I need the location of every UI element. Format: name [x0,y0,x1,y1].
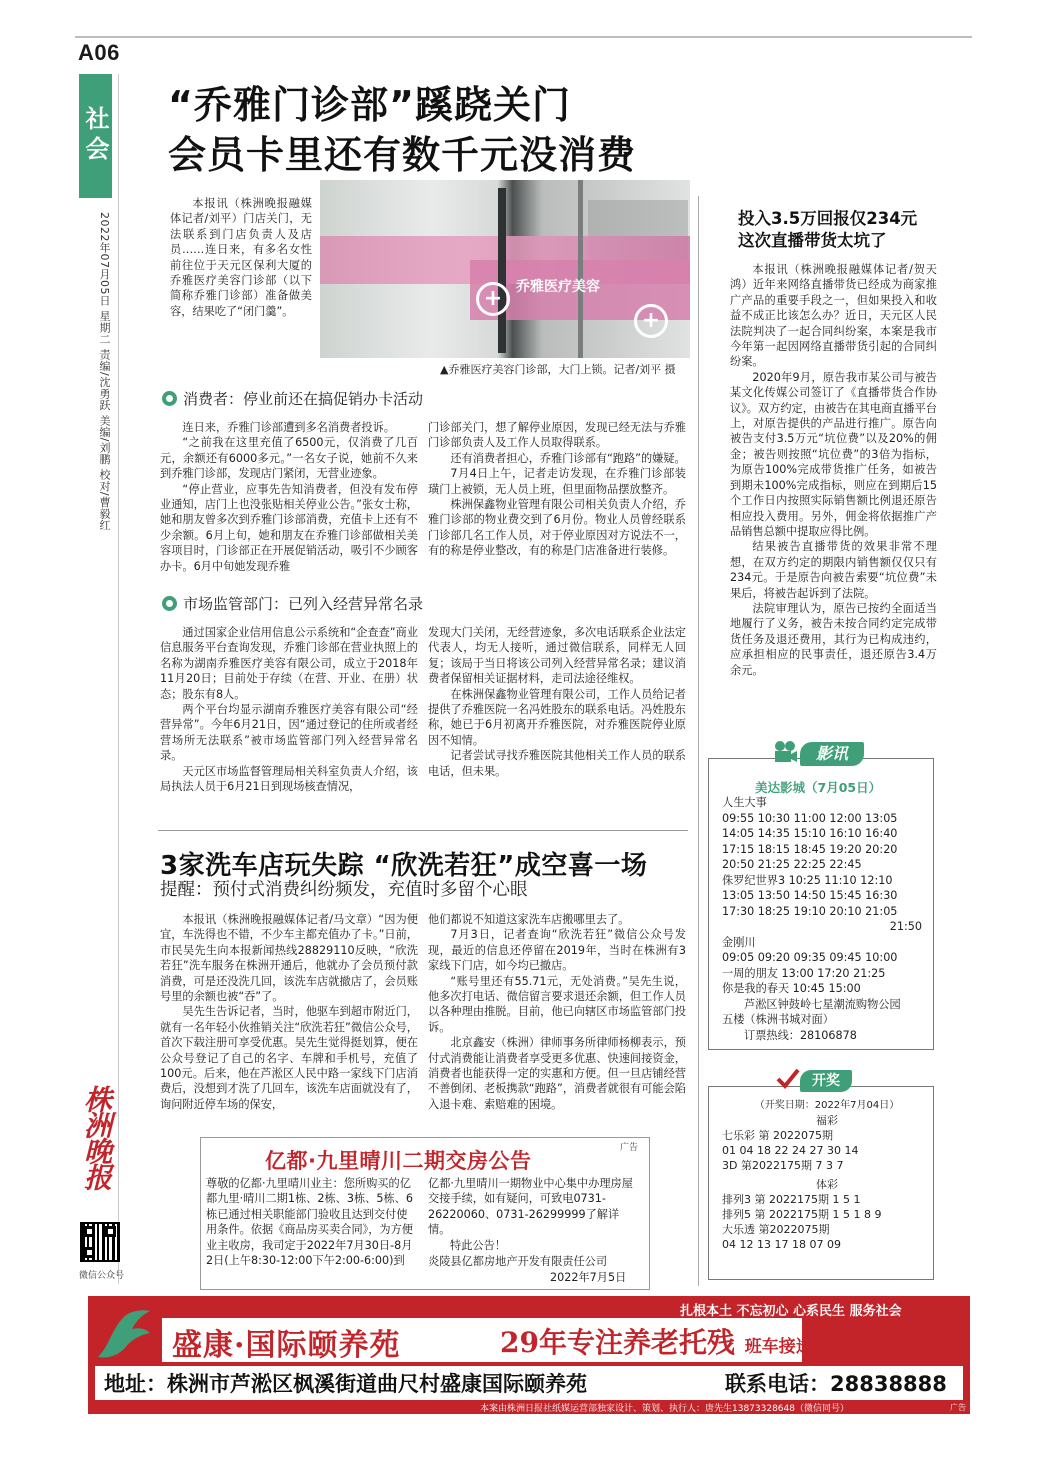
lottery-tag: 开奖 [800,1070,852,1092]
housing-notice-title: 亿都·九里晴川二期交房公告 [265,1149,532,1173]
checkmark-icon [776,1066,800,1090]
banner-slogan: 29年专注养老托残 班车接送实地考察 [500,1326,881,1359]
lead-headline-line-1: “乔雅门诊部”蹊跷关门 [168,83,571,127]
bullet-circle-icon [162,391,177,406]
subhead-regulator: 市场监管部门：已列入经营异常名录 [162,593,423,614]
consumers-right-column: 门诊部关门，想了解停业原因，发现已经无法与乔雅门诊部负责人及工作人员取得联系。 还有消费者担心，乔雅门诊部有“跑路”的嫌疑。 7月4日上午，记者走访发现，在乔雅门诊部装璜门上被锁，无人员上班，但里面物品摆放整齐。 株洲保鑫物业管理有限公司相关负责人介绍，乔雅门诊部的物业费交到了6月份。物业人员曾经联系门诊部几名工作人员，对于停业原因对方说法不一，有的称是停业整改，有的称是门店准备进行装修。 [428,421,686,558]
photo-caption: ▲乔雅医疗美容门诊部，大门上锁。记者/刘平 摄 [440,363,676,376]
car-wash-headline: 3家洗车店玩失踪 “欣洗若狂”成空喜一场 [160,851,648,881]
banner-footnote: 本案由株洲日报社纸媒运营部独家设计、策划、执行人：唐先生13873328648（微信同号） [480,1404,849,1414]
banner-ad-label: 广告 [950,1403,966,1412]
housing-notice-closing: 特此公告！ [450,1239,506,1252]
medical-cross-icon-2: + [634,304,668,338]
section-tag: 社会 [79,74,112,198]
banner-top-line: 扎根本土 不忘初心 心系民生 服务社会 [680,1304,902,1319]
bullet-circle-icon [162,596,177,611]
consumers-left-column: 连日来，乔雅门诊部遭到多名消费者投诉。 “之前我在这里充值了6500元，仅消费了几百元，余额还有6000多元。”一名女子说，她前不久来到乔雅门诊部，发现店门紧闭，无营业迹象。 “停止营业，应事先告知消费者，但没有发布停业通知，店门上也没张贴相关停业公告。”张女士称，她和朋友曾多次到乔雅门诊部消费，充值卡上还有不少余额。6月上旬，她和朋友在乔雅门诊部做相关美容项目时，门诊部正在开展促销活动，吸引不少顾客办卡。6月中旬她发现乔雅 [160,421,418,573]
lead-headline [168,80,636,180]
qr-caption: 微信公众号 [79,1271,125,1281]
regulator-right-column: 发现大门关闭，无经营迹象，多次电话联系企业法定代表人，均无人接听，通过微信联系，同样无人回复；该局于当日将该公司列入经营异常名录；建议消费者保留相关证据材料，走司法途径维权。 在株洲保鑫物业管理有限公司，工作人员给记者提供了乔雅医院一名冯姓股东的联系电话。冯姓股东称，她已于6月初离开乔雅医院，对乔雅医院停业原因不知情。 记者尝试寻找乔雅医院其他相关工作人员的联系电话，但未果。 [428,626,686,778]
banner-phone: 联系电话：28838888 [725,1372,947,1396]
banner-address: 地址：株洲市芦淞区枫溪街道曲尺村盛康国际颐养苑 [104,1372,587,1396]
car-wash-right-column: 他们都说不知道这家洗车店搬哪里去了。 7月3日，记者查询“欣洗若狂”微信公众号发现，最近的信息还停留在2019年，当时在株洲有3家线下门店，如今均已撤店。 “账号里还有55.71元，无处消费。”吴先生说，他多次打电话、微信留言要求退还余额，但工作人员以各种理由推脱。目前，他已向辖区市场监管部门投诉。 北京鑫安（株洲）律师事务所律师杨柳表示，预付式消费能让消费者享受更多优惠、快速间接资金，消费者也能获得一定的实惠和方便。但一旦店铺经营不善倒闭、老板携款“跑路”，消费者就很有可能会陷入退卡难、索赔难的困境。 [428,913,686,1111]
column-divider [698,196,699,1286]
hand-leaf-logo-icon [92,1305,154,1363]
car-wash-subheadline: 提醒：预付式消费纠纷频发，充值时多留个心眼 [160,880,528,900]
date-line: 2022年07月05日 星期二 责编/沈勇跃 美编/刘鹏 校对/曹毅红 [98,212,111,531]
subhead-consumers: 消费者：停业前还在搞促销办卡活动 [162,388,423,409]
lead-headline-line-2: 会员卡里还有数千元没消费 [168,133,637,177]
housing-notice-date: 2022年7月5日 [550,1271,627,1284]
story-divider [158,830,688,831]
film-camera-icon [772,740,798,764]
side-headline: 投入3.5万回报仅234元 这次直播带货太坑了 [738,209,918,250]
movie-tag: 影讯 [800,742,864,766]
cinema-name: 美达影城（7月05日） [755,780,882,795]
qr-code-icon[interactable] [80,1222,120,1262]
banner-brand-name: 盛康·国际颐养苑 [172,1328,401,1363]
ad-label: 广告 [620,1143,639,1153]
photo-door-frame [578,180,583,358]
regulator-left-column: 通过国家企业信用信息公示系统和“企查查”商业信息服务平台查询发现，乔雅门诊部在营业执照上的名称为湖南乔雅医疗美容有限公司，成立于2018年11月20日；目前处于存续（在营、开业、在册）状态；股东有8人。 两个平台均显示湖南乔雅医疗美容有限公司“经营异常”。今年6月21日，因“通过登记的住所或者经营场所无法联系”被市场监管部门列入经营异常名录。 天元区市场监督管理局相关科室负责人介绍，该局执法人员于6月21日到现场核查情况， [160,626,418,794]
housing-notice-company: 炎陵县亿都房地产开发有限责任公司 [428,1255,608,1268]
housing-notice-left: 尊敬的亿都·九里晴川业主：您所购买的亿都九里·晴川二期1栋、2栋、3栋、5栋、6栋已通过相关职能部门验收且达到交付使用条件。依据《商品房买卖合同》，为方便业主收房，我司定于2022年7月30日-8月2日(上午8:30-12:00下午2:00-6:00)到 [206,1177,413,1268]
left-margin-rule [118,74,119,1284]
lead-intro: 本报讯（株洲晚报融媒体记者/刘平）门店关门，无法联系到门店负责人及店员……连日来，有多名女性前往位于天元区保利大厦的乔雅医疗美容门诊部（以下简称乔雅门诊部）准备做美容，结果吃了“闭门羹”。 [170,197,312,318]
medical-cross-icon: + [476,282,510,316]
photo-sign-text: 乔雅医疗美容 [516,279,600,295]
newspaper-logo: 株洲晚报 [80,1085,113,1189]
top-rule [75,36,972,38]
side-story-body: 本报讯（株洲晚报融媒体记者/贺天鸿）近年来网络直播带货已经成为商家推广产品的重要手段之一，但如果投入和收益不成正比该怎么办？近日，天元区人民法院判决了一起合同纠纷案，本案是我市今年第一起因网络直播带货引起的合同纠纷案。 2020年9月，原告我市某公司与被告某文化传媒公司签订了《直播带货合作协议》。双方约定，由被告在其电商直播平台上，对原告提供的产品进行推广。原告向被告支付3.5万元“坑位费”以及20%的佣金；被告则按照“坑位费”的3倍为指标，为原告100%完成带货推广任务，如被告到期未100%完成指标，则应在到期后15个工作日内按照实际销售额比例退还原告相应投入费用。另外，佣金将依据推广产品销售总额中提取应得比例。 结果被告直播带货的效果非常不理想，在双方约定的期限内销售额仅仅只有234元。于是原告向被告索要“坑位费”未果后，将被告起诉到了法院。 法院审理认为，原告已按约全面适当地履行了义务，被告未按合同约定完成带货任务及退还费用，其行为已构成违约，应承担相应的民事责任，退还原告3.4万余元。 [730,263,937,677]
lottery-results: （开奖日期：2022年7月04日） 福彩 七乐彩 第 2022075期 01 04 18 22 24 27 30 14 3D 第2022175期 7 3 7 体彩 排列3 第 2022175期 1 5 1 排列5 第 2022175期 1 5 1 8 9 大乐透 第2022075期 04 12 13 17 18 07 09 [722,1100,900,1251]
housing-notice-right: 亿都·九里晴川一期物业中心集中办理房屋交接手续，如有疑问，可致电0731-26220060、0731-26299999了解详情。 [428,1177,633,1237]
photo-door-handle [498,188,506,353]
movie-schedule: 人生大事 09:55 10:30 11:00 12:00 13:05 14:05 14:35 15:10 16:10 16:40 17:15 18:15 18:45 19:20 20:20 20:50 21:25 22:25 22:45 侏罗纪世界3 10:25 11:10 12:10 13:05 13:50 14:50 15:45 16:30 17:30 18:25 19:10 20:10 21:05 21:50 金刚川 09:05 09:20 09:35 09:45 10:00 一周的朋友 13:00 17:20 21:25 你是我的春天 10:45 15:00 芦淞区钟鼓岭七星潮流购物公园 五楼（株洲书城对面） 订票热线：28106878 [722,796,922,1042]
car-wash-left-column: 本报讯（株洲晚报融媒体记者/马文章）“因为便宜，车洗得也不错，不少车主都充值办了卡。”日前，市民吴先生向本报新闻热线28829110反映，“欣洗若狂”洗车服务在株洲开通后，他就办了会员预付款消费，可是还没洗几回，该洗车店就撤店了，会员账号里的余额也被“吞”了。 吴先生告诉记者，当时，他驱车到超市附近门，就有一名年轻小伙推销关注“欣洗若狂”微信公众号，首次下载注册可享受优惠。吴先生觉得挺划算，便在公众号登记了自己的名字、车牌和手机号，充值了100元。后来，他在芦淞区人民中路一家线下门店消费后，没想到才洗了几回车，该洗车店面就没有了，询问附近停车场的保安， [160,913,418,1111]
storefront-photo [320,180,690,358]
page-number: A06 [78,40,120,65]
